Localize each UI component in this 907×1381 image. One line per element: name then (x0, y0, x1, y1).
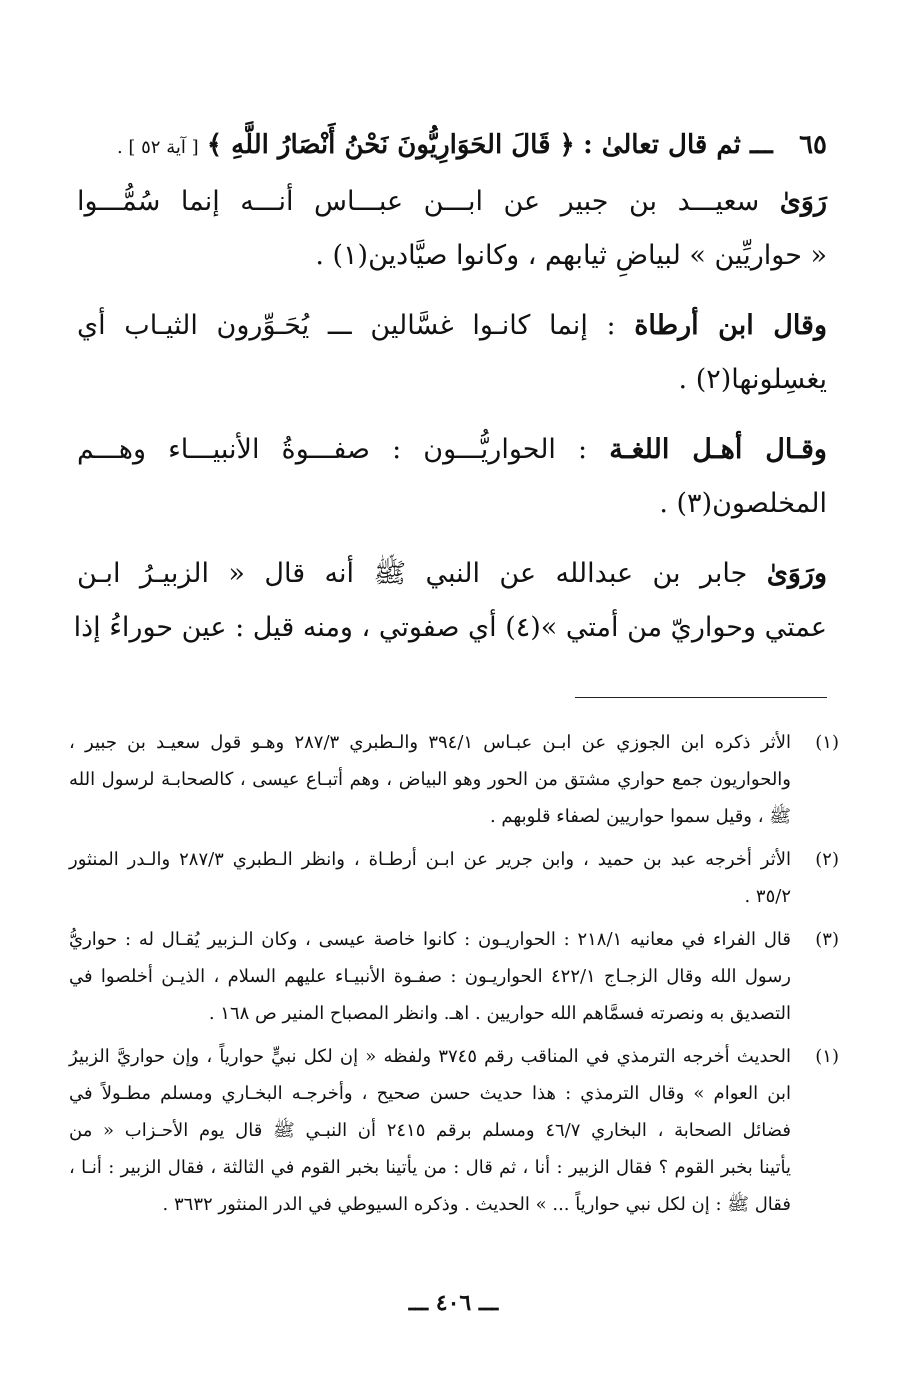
footnote-line: التصديق به ونصرته فسمَّاهم الله حواريين . اهـ. وانظر المصباح المنير ص ١٦٨ . (208, 1003, 791, 1024)
footnote-line: فضائل الصحابة ، البخاري ٤٦/٧ ومسلم برقم ٢٤١٥ أن النبـي ﷺ قال يوم الأحـزاب « من (69, 1120, 791, 1141)
footnote-body (69, 841, 791, 915)
footnote-line: والحواريون جمع حواري مشتق من الحور وهو البياض ، وهم أتبـاع عيسى ، كالصحابـة لرسول الله (69, 769, 791, 790)
footnote-line: قال الفراء في معانيه ٢١٨/١ : الحواريـون : كانوا خاصة عيسى ، وكان الـزبير يُقـال له : حواريُّ (69, 929, 791, 950)
heading-intro: ـــ ثم قال تعالىٰ : (583, 130, 773, 160)
footnote-line: الأثر أخرجه عبد بن حميد ، وابن جرير عن ابـن أرطـاة ، وانظر الـطبري ٢٨٧/٣ والـدر المنثور (69, 849, 792, 870)
footnote-line: الحديث أخرجه الترمذي في المناقب رقم ٣٧٤٥ ولفظه « إن لكل نبيٍّ حوارياً ، وإن حواريَّ الزبيرُ (69, 1046, 792, 1067)
footnote (69, 921, 839, 1032)
section-number: ٦٥ (799, 130, 827, 160)
footnote-line: ابن العوام » وقال الترمذي : هذا حديث حسن صحيح ، وأخرجـه البخـاري ومسلم مطـولاً في (69, 1083, 791, 1104)
paragraph-jabir-hadith (73, 547, 827, 655)
paragraph-line: ورَوَىٰ جابر بن عبدالله عن النبي ﷺ أنه قال « الزبيـرُ ابـن (77, 558, 827, 589)
footnote (69, 724, 839, 835)
paragraph-line: عمتي وحواريّ من أمتي »(٤) أي صفوتي ، ومنه قيل : عين حوراءُ إذا (73, 612, 827, 643)
paragraph-lead: وقال ابن أرطاة (634, 310, 827, 341)
quran-verse: ﴿ قَالَ الحَوَارِيُّونَ نَحْنُ أَنْصَارُ اللَّهِ ﴾ (206, 130, 575, 160)
footnote-body (69, 1038, 791, 1223)
verse-reference: [ آية ٥٢ ] . (116, 137, 199, 158)
footnote-line: فقال ﷺ : إن لكل نبي حوارياً ... » الحديث . وذكره السيوطي في الدر المنثور ٣٦٣٢ . (162, 1194, 791, 1215)
footnote-separator (575, 697, 827, 698)
footnote-number: (١) (815, 732, 839, 753)
paragraph-lead: رَوَىٰ (779, 186, 827, 217)
paragraph-ibn-artah (77, 299, 827, 407)
footnote-line: ﷺ ، وقيل سموا حواريين لصفاء قلوبهم . (489, 806, 791, 827)
paragraph-said-ibn-jubayr (77, 175, 827, 283)
page-number: ـــ ٤٠٦ ـــ (408, 1290, 499, 1316)
paragraph-lead: ورَوَىٰ (766, 558, 827, 589)
footnote-line: ٣٥/٢ . (744, 886, 791, 907)
paragraph-language-scholars (77, 423, 827, 531)
paragraph-line: وقـال أهـل اللغـة : الحواريُّـــون : صفـــوةُ الأنبيـــاء وهـــم (77, 434, 827, 465)
footnote (69, 841, 839, 915)
footnote-number: (٣) (815, 929, 839, 950)
paragraph-line: وقال ابن أرطاة : إنما كانـوا غسَّالين ـــ يُحَـوِّرون الثيـاب أي (77, 310, 827, 341)
footnote-line: رسول الله وقال الزجـاج ٤٢٢/١ الحواريـون : صفـوة الأنبيـاء عليهم السلام ، الذيـن أخلصوا في (69, 966, 791, 987)
section-heading (77, 118, 827, 175)
footnote (69, 1038, 839, 1223)
paragraph-line: « حواريِّين » لبياضِ ثيابهم ، وكانوا صيَّادين(١) . (315, 240, 827, 271)
footnote-line: الأثر ذكره ابن الجوزي عن ابـن عبـاس ٣٩٤/١ والـطبري ٢٨٧/٣ وهـو قول سعيـد بن جبير ، (69, 732, 791, 753)
paragraph-line: رَوَىٰ سعيـــد بن جبير عن ابـــن عبـــاس أنـــه إنما سُمُّـــوا (77, 186, 827, 217)
footnotes (69, 724, 839, 1229)
footnote-number: (٢) (815, 849, 839, 870)
footnote-body (69, 724, 791, 835)
paragraph-lead: وقـال أهـل اللغـة (609, 434, 827, 465)
paragraph-line: يغسِلونها(٢) . (678, 364, 827, 395)
main-text (73, 118, 827, 655)
footnote-body (69, 921, 791, 1032)
footnote-number: (١) (815, 1046, 839, 1067)
footnote-line: يأتينا بخبر القوم ؟ فقال الزبير : أنا ، ثم قال : من يأتينا بخبر القوم في الثالثة ، فقال الزبير : أنـا ، (69, 1157, 791, 1178)
paragraph-line: المخلصون(٣) . (659, 488, 827, 519)
